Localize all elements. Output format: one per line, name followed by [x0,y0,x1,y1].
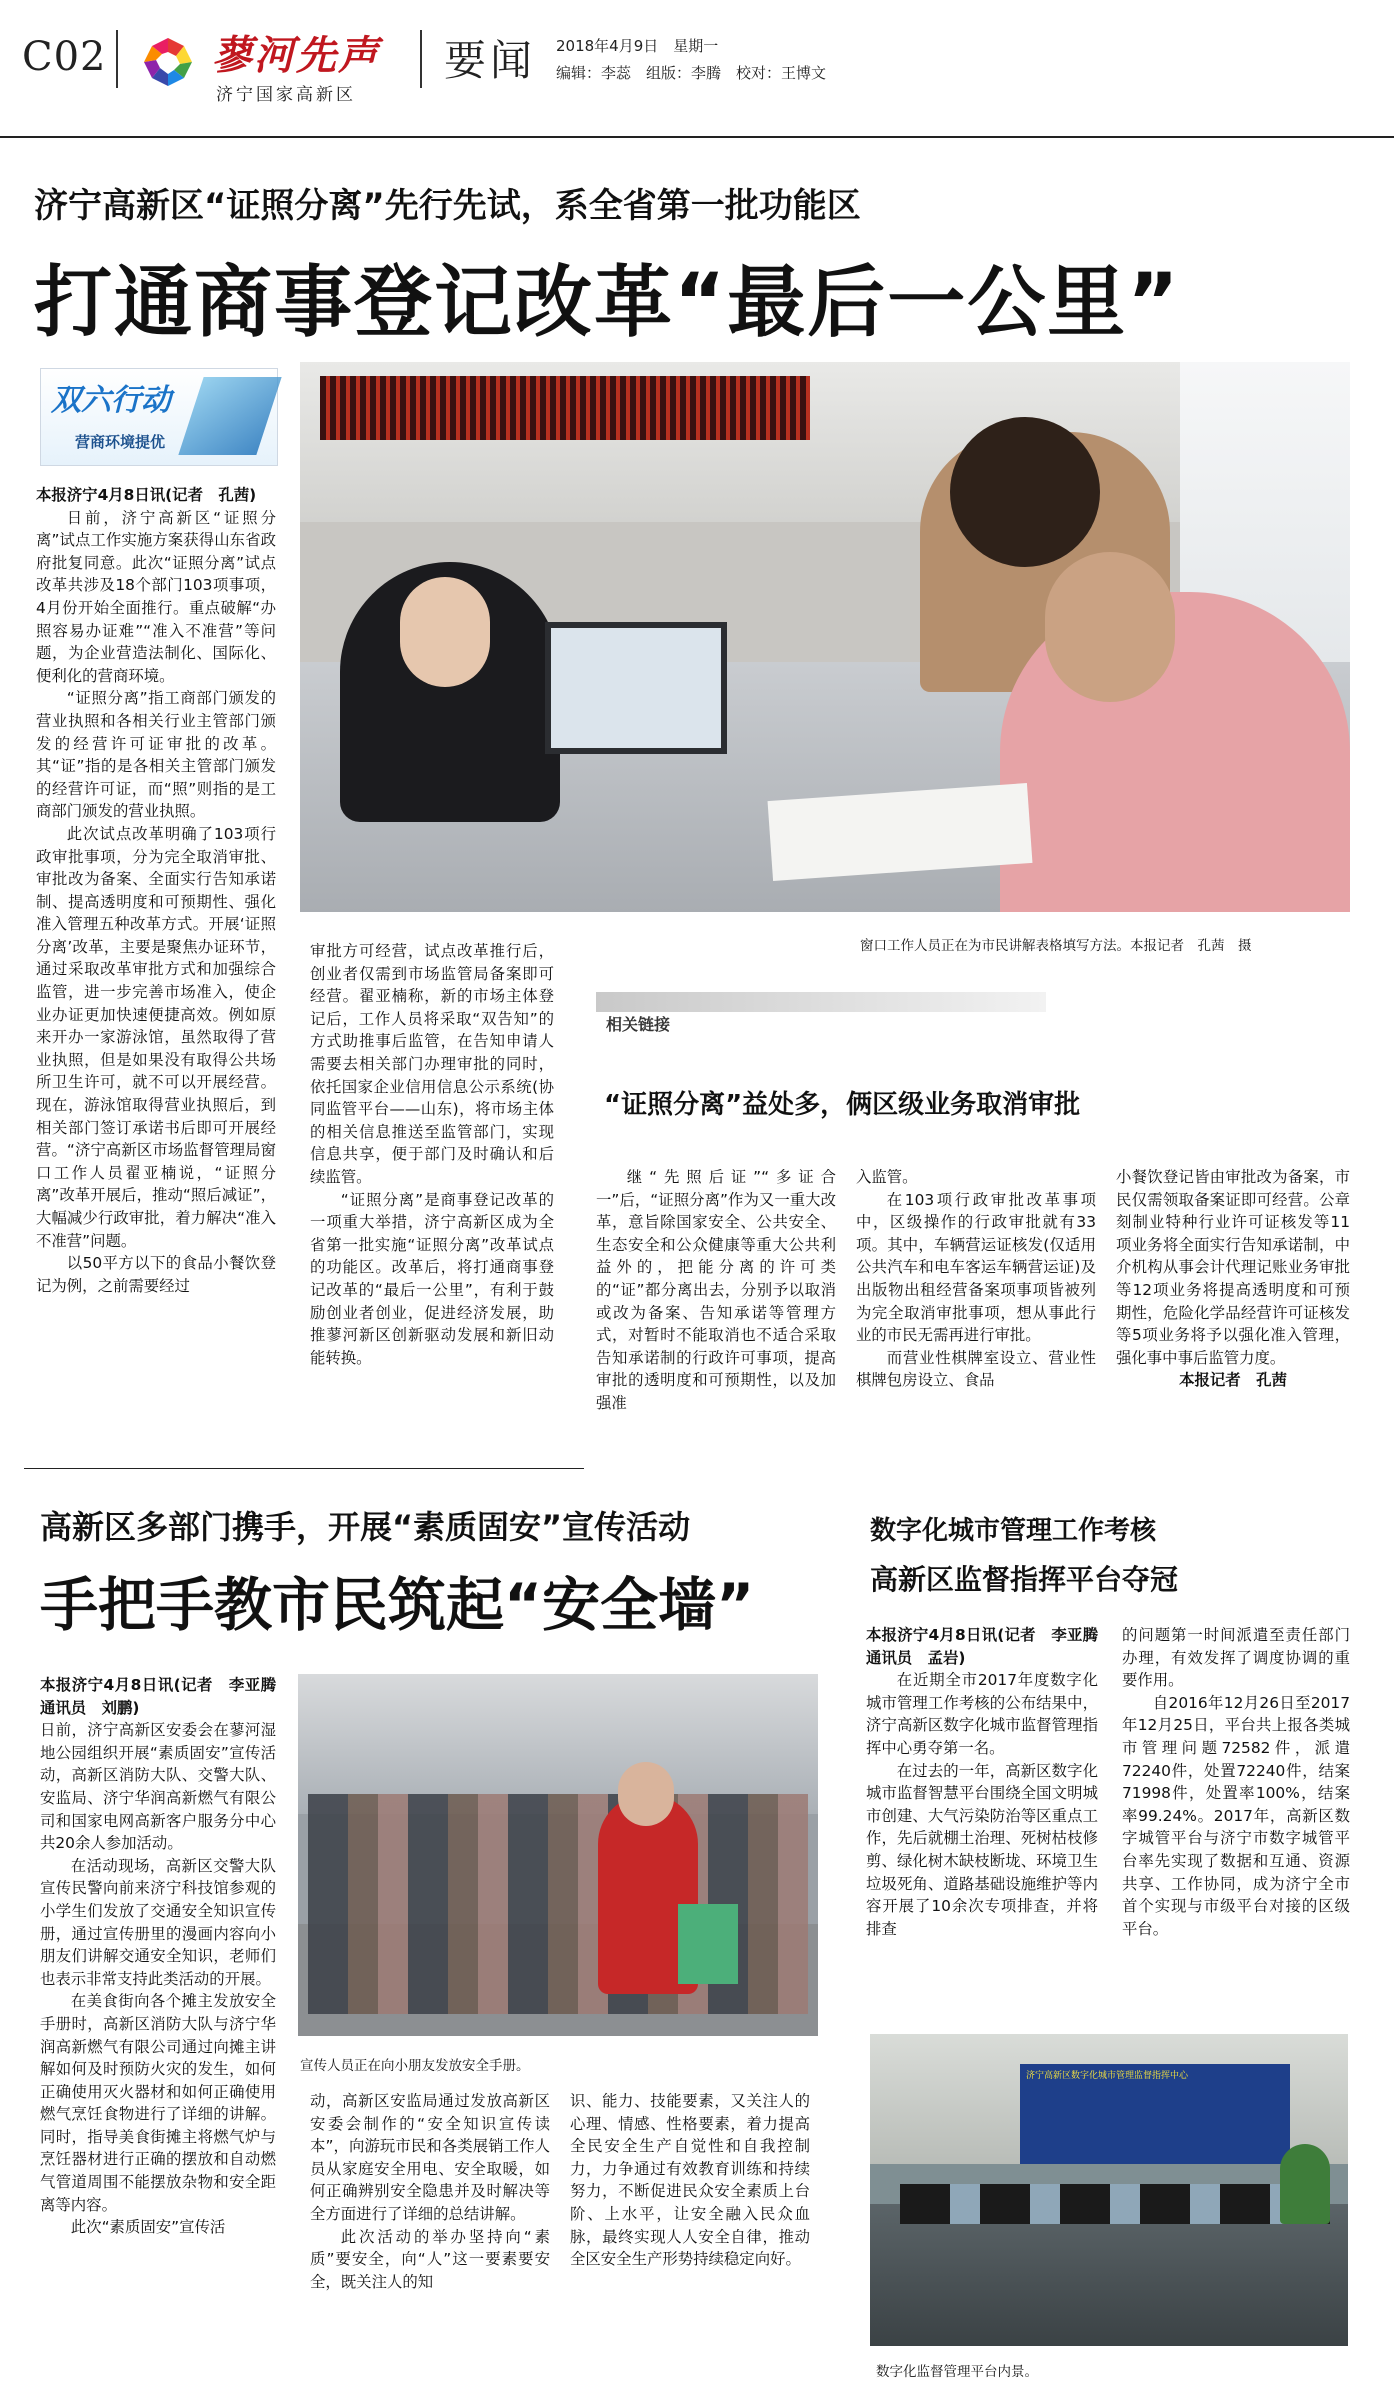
article2-column-1 [40,1674,292,2380]
article1-byline: 本报济宁4月8日讯(记者 孔茜) [36,486,257,504]
paragraph: 在过去的一年，高新区数字化城市监督智慧平台围绕全国文明城市创建、大气污染防治等区重点工作，先后就棚土治理、死树枯枝修剪、绿化树木缺枝断垅、环境卫生垃圾死角、道路基础设施维护等内容开展了10余次专项排查，并将排查 [866,1761,1098,1938]
paragraph: 在103项行政审批改革事项中，区级操作的行政审批就有33项。其中，车辆营运证核发(仅适用公共汽车和电车客运车辆营运证)及出版物出租经营备案项事项皆被列为完全取消审批事项，想从事此行业的市民无需再进行审批。 [856,1190,1096,1345]
issue-date: 2018年4月9日 星期一 [556,37,719,55]
photo-man-head [1045,552,1175,702]
article2-photo [298,1674,818,2036]
brand-logo-icon [140,34,196,90]
paragraph: 在近期全市2017年度数字化城市管理工作考核的公布结果中，济宁高新区数字化城市监督管理指挥中心勇夺第一名。 [866,1671,1098,1757]
article3-column-1 [866,1624,1114,2024]
article1-photo [300,362,1350,912]
paragraph: 日前，济宁高新区“证照分离”试点工作实施方案获得山东省政府批复同意。此次“证照分离”试点改革共涉及18个部门103项事项，4月份开始全面推行。重点破解“办照容易办证难”“准入不准营”等问题，为企业营造法制化、国际化、便利化的营商环境。 [36,508,276,685]
paragraph: “证照分离”指工商部门颁发的营业执照和各相关行业主管部门颁发的经营许可证审批的改革。其“证”指的是各相关主管部门颁发的经营许可证，而“照”则指的是工商部门颁发的营业执照。 [36,689,276,821]
paragraph: 小餐饮登记皆由审批改为备案，市民仅需领取备案证即可经营。公章刻制业特种行业许可证核发等11项业务将全面实行告知承诺制，中介机构从事会计代理记账业务审批等12项业务将提高透明度和可预期性，危险化学品经营许可证核发等5项业务将予以强化准入管理，强化事中事后监管力度。 [1116,1168,1350,1367]
article3-column-2 [1122,1624,1350,2024]
led-ticker-screen [320,376,810,440]
photo-desks [870,2204,1348,2346]
article3-photo [870,2034,1348,2346]
paragraph: 识、能力、技能要素，又关注人的心理、情感、性格要素，着力提高全民安全生产自觉性和自我控制力，力争通过有效教育训练和持续努力，不断促进民众安全素质上台阶、上水平，让安全融入民众血脉，最终实现人人安全自律，推动全区安全生产形势持续稳定向好。 [570,2092,810,2269]
header-divider-2 [420,30,422,88]
video-wall-text: 济宁高新区数字化城市管理监督指挥中心 [1026,2071,1189,2081]
brand-subtitle: 济宁国家高新区 [216,85,356,105]
photo-bag [678,1904,738,1984]
article3-title: 高新区监督指挥平台夺冠 [870,1563,1179,1596]
paragraph: 审批方可经营，试点改革推行后，创业者仅需到市场监管局备案即可经营。翟亚楠称，新的市场主体登记后，工作人员将采取“双告知”的方式助推事后监管，在告知申请人需要去相关部门办理审批的同时，依托国家企业信用信息公示系统(协同监管平台——山东)，将市场主体的相关信息推送至监管部门，实现信息共享，便于部门及时确认和后续监管。 [310,942,554,1186]
article3-byline: 本报济宁4月8日讯(记者 李亚腾 通讯员 孟岩) [866,1626,1114,1667]
related-links-label: 相关链接 [606,1015,671,1034]
page-number: C02 [22,34,107,80]
article3-photo-caption: 数字化监督管理平台内景。 [876,2364,1038,2380]
paragraph: 在活动现场，高新区交警大队宣传民警向前来济宁科技馆参观的小学生们发放了交通安全知识宣传册，通过宣传册里的漫画内容向小朋友们讲解交通安全知识，老师们也表示非常支持此类活动的开展。 [40,1856,276,1988]
editor-credits: 编辑：李蕊 组版：李腾 校对：王博文 [556,64,827,82]
paragraph: 此次试点改革明确了103项行政审批事项，分为完全取消审批、审批改为备案、全面实行告知承诺制、提高透明度和可预期性、强化准入管理五种改革方式。开展‘证照分离’改革，主要是聚焦办证环节，通过采取改革审批方式和加强综合监管，进一步完善市场准入，使企业办证更加快速便捷高效。例如原来开办一家游泳馆，虽然取得了营业执照，但是如果没有取得公共场所卫生许可，就不可以开展经营。现在，游泳馆取得营业执照后，到相关部门签订承诺书后即可开展经营。“济宁高新区市场监督管理局窗口工作人员翟亚楠说，“证照分离”改革开展后，推动“照后减证”，大幅减少行政审批，着力解决“准入不准营”问题。 [36,824,276,1250]
article2-kicker: 高新区多部门携手，开展“素质固安”宣传活动 [40,1508,691,1546]
campaign-badge [40,368,278,466]
paragraph: 自2016年12月26日至2017年12月25日，平台共上报各类城市管理问题72582件，派遣72240件，处置72240件，结案71998件，处置率100%，结案率99.24%。2017年，高新区数字城管平台与济宁市数字城管平台率先实现了数据和互通、资源共享、工作协同，成为济宁全市首个实现与市级平台对接的区级平台。 [1122,1693,1350,1938]
related-links-title: “证照分离”益处多，俩区级业务取消审批 [604,1090,1081,1120]
masthead [0,0,1394,140]
paragraph: 以50平方以下的食品小餐饮登记为例，之前需要经过 [36,1254,276,1295]
badge-graphic [178,377,281,455]
paragraph: “证照分离”是商事登记改革的一项重大举措，济宁高新区成为全省第一批实施“证照分离”改革试点的功能区。改革后，将打通商事登记改革的“最后一公里”，有利于鼓励创业者创业，促进经济发展，助推蓼河新区创新驱动发展和新旧动能转换。 [310,1190,554,1367]
article2-title: 手把手教市民筑起“安全墙” [40,1571,755,1639]
photo-clerk-face [400,577,490,687]
photo-volunteer-head [618,1762,674,1826]
related-column-3 [1116,1166,1350,1528]
article3-kicker: 数字化城市管理工作考核 [870,1516,1157,1546]
article1-title: 打通商事登记改革“最后一公里” [34,258,1181,348]
section-name: 要闻 [444,36,537,85]
related-links-bar [596,992,1046,1012]
paragraph: 此次活动的举办坚持向“素质”要安全，向“人”这一要素要安全，既关注人的知 [310,2227,550,2291]
paragraph: 入监管。 [856,1168,918,1186]
header-rule [0,136,1394,138]
paragraph: 而营业性棋牌室设立、营业性棋牌包房设立、食品 [856,1348,1096,1390]
related-byline: 本报记者 孔茜 [1179,1371,1287,1390]
paragraph: 在美食街向各个摊主发放安全手册时，高新区消防大队与济宁华润高新燃气有限公司通过向摊主讲解如何及时预防火灾的发生，如何正确使用灭火器材和如何正确使用燃气烹饪食物进行了详细的讲解。同时，指导美食街摊主将燃气炉与烹饪器材进行正确的摆放和自动燃气管道周围不能摆放杂物和安全距离等内容。 [40,1992,276,2214]
badge-title: 双六行动 [51,383,171,418]
article2-column-2 [310,2090,550,2380]
article2-byline: 本报济宁4月8日讯(记者 李亚腾 通讯员 刘鹏) [40,1676,292,1717]
section-rule [24,1468,584,1469]
article2-photo-caption: 宣传人员正在向小朋友发放安全手册。 [300,2058,530,2074]
paragraph: 继“先照后证”“多证合一”后，“证照分离”作为又一重大改革，意旨除国家安全、公共安全、生态安全和公众健康等重大公共利益外的，把能分离的许可类的“证”都分离出去，分别予以取消或改为备案、告知承诺等管理方式，对暂时不能取消也不适合采取告知承诺制的行政许可事项，提高审批的透明度和可预期性，以及加强准 [596,1168,836,1412]
article1-kicker: 济宁高新区“证照分离”先行先试，系全省第一批功能区 [34,186,861,226]
photo-monitors [900,2184,1330,2224]
photo-monitor [545,622,727,754]
photo-video-wall [1020,2064,1290,2164]
article1-column-2 [310,940,554,1440]
related-column-1 [596,1166,836,1528]
photo-plant [1280,2144,1330,2224]
paragraph: 的问题第一时间派遣至责任部门办理，有效发挥了调度协调的重要作用。 [1122,1626,1350,1690]
paragraph: 日前，济宁高新区安委会在蓼河湿地公园组织开展“素质固安”宣传活动，高新区消防大队、交警大队、安监局、济宁华润高新燃气有限公司和国家电网高新客户服务分中心共20余人参加活动。 [40,1721,276,1853]
photo-woman-hair [950,417,1100,567]
brand-title: 蓼河先声 [212,32,380,79]
paragraph: 此次“素质固安”宣传活 [70,2218,226,2237]
photo-building [298,1674,818,1814]
article1-photo-caption: 窗口工作人员正在为市民讲解表格填写方法。本报记者 孔茜 摄 [860,938,1252,954]
article2-column-3 [570,2090,810,2380]
related-column-2 [856,1166,1096,1528]
paragraph: 动，高新区安监局通过发放高新区安委会制作的“安全知识宣传读本”，向游玩市民和各类展销工作人员从家庭安全用电、安全取暖，如何正确辨别安全隐患并及时解决等全方面进行了详细的总结讲解。 [310,2092,550,2223]
header-divider [116,30,118,88]
badge-subtitle: 营商环境提优 [75,433,166,451]
